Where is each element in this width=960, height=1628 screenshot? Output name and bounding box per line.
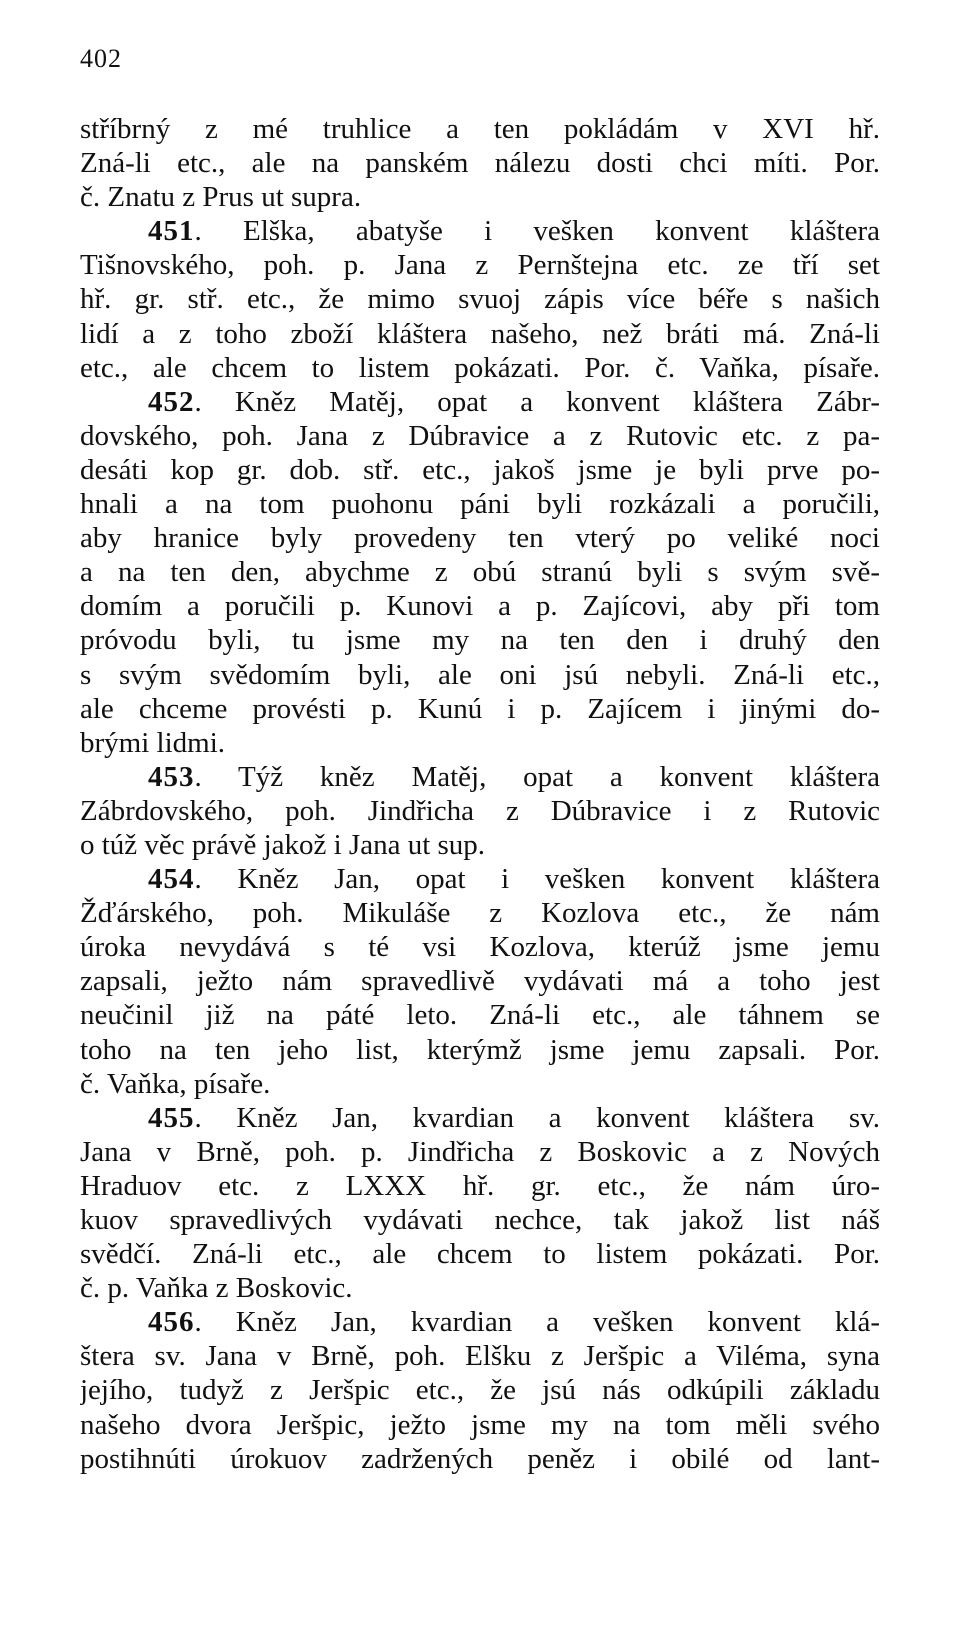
entry-number: 451 [148, 215, 195, 248]
text-line [80, 112, 880, 146]
text-line [80, 964, 880, 998]
text-line [80, 1135, 880, 1169]
line-text: Zábrdovského, poh. Jindřicha z Dúbravice i z Rutovic [80, 794, 880, 827]
text-line [80, 419, 880, 453]
entry-number: 456 [148, 1306, 195, 1339]
text-line [80, 794, 880, 828]
text-line [80, 1203, 880, 1237]
text-line [80, 555, 880, 589]
line-text: kuov spravedlivých vydávati nechce, tak jakož list náš [80, 1204, 880, 1236]
text-line [80, 1271, 880, 1305]
line-text: . Elška, abatyše i vešken konvent kláštera [194, 215, 880, 248]
body-text [80, 112, 880, 1476]
text-line [80, 1237, 880, 1271]
line-text: úroka nevydává s té vsi Kozlova, kterúž jsme jemu [80, 931, 880, 964]
line-text: brými lidmi. [80, 726, 225, 759]
line-text: domím a poručili p. Kunovi a p. Zajícovi, aby při tom [80, 590, 880, 623]
text-line [80, 282, 880, 316]
entry-start-line [80, 760, 880, 794]
line-text: . Kněz Matěj, opat a konvent kláštera Zábr- [194, 385, 880, 418]
line-text: č. Vaňka, písaře. [80, 1067, 271, 1100]
line-text: dovského, poh. Jana z Dúbravice a z Rutovic etc. z pa- [80, 419, 880, 452]
line-text: etc., ale chcem to listem pokázati. Por. č. Vaňka, písaře. [80, 351, 880, 384]
text-line [80, 453, 880, 487]
line-text: toho na ten jeho list, kterýmž jsme jemu zapsali. Por. [80, 1033, 880, 1066]
entry-number: 452 [148, 385, 195, 418]
entry-number: 455 [148, 1101, 195, 1134]
text-line [80, 317, 880, 351]
text-line [80, 896, 880, 930]
line-text: zapsali, ježto nám spravedlivě vydávati má a toho jest [80, 965, 880, 998]
text-line [80, 1067, 880, 1101]
line-text: postihnúti úrokuov zadržených peněz i obilé od lant- [80, 1442, 880, 1475]
line-text: neučinil již na páté leto. Zná-li etc., ale táhnem se [80, 999, 880, 1032]
text-line [80, 146, 880, 180]
line-text: stříbrný z mé truhlice a ten pokládám v XVI hř. [80, 113, 880, 145]
text-line [80, 998, 880, 1032]
line-text: hř. gr. stř. etc., že mimo svuoj zápis více béře s našich [80, 283, 880, 316]
line-text: Tišnovského, poh. p. Jana z Pernštejna etc. ze tří set [80, 249, 880, 282]
entry-start-line [80, 1101, 880, 1135]
entry-start-line [80, 385, 880, 419]
line-text: našeho dvora Jeršpic, ježto jsme my na tom měli svého [80, 1408, 880, 1441]
text-line [80, 1339, 880, 1373]
text-line [80, 1408, 880, 1442]
text-line [80, 1442, 880, 1476]
text-line [80, 692, 880, 726]
text-line [80, 351, 880, 385]
line-text: . Kněz Jan, kvardian a vešken konvent klá- [194, 1306, 880, 1339]
line-text: štera sv. Jana v Brně, poh. Elšku z Jeršpic a Viléma, syna [80, 1340, 880, 1373]
line-text: č. p. Vaňka z Boskovic. [80, 1272, 353, 1305]
text-line [80, 726, 880, 760]
entry-start-line [80, 862, 880, 896]
line-text: . Kněz Jan, kvardian a konvent kláštera sv. [194, 1101, 880, 1134]
text-line [80, 658, 880, 692]
text-line [80, 828, 880, 862]
line-text: . Týž kněz Matěj, opat a konvent kláštera [194, 760, 880, 793]
text-line [80, 487, 880, 521]
text-line [80, 589, 880, 623]
line-text: lidí a z toho zboží kláštera našeho, než bráti má. Zná-li [80, 317, 880, 350]
line-text: Jana v Brně, poh. p. Jindřicha z Boskovic a z Nových [80, 1135, 880, 1168]
line-text: o túž věc právě jakož i Jana ut sup. [80, 828, 486, 861]
line-text: jejího, tudyž z Jeršpic etc., že jsú nás odkúpili základu [80, 1374, 880, 1407]
entry-number: 454 [148, 863, 195, 896]
line-text: desáti kop gr. dob. stř. etc., jakoš jsme je byli prve po- [80, 453, 880, 486]
text-line [80, 1373, 880, 1407]
page-number: 402 [80, 44, 122, 73]
line-text: . Kněz Jan, opat i vešken konvent kláštera [194, 863, 880, 896]
line-text: aby hranice byly provedeny ten vterý po veliké noci [80, 522, 880, 555]
line-text: próvodu byli, tu jsme my na ten den i druhý den [80, 624, 880, 657]
line-text: č. Znatu z Prus ut supra. [80, 181, 362, 214]
line-text: svědčí. Zná-li etc., ale chcem to listem pokázati. Por. [80, 1238, 880, 1271]
entry-start-line [80, 214, 880, 248]
text-line [80, 1169, 880, 1203]
text-line [80, 1033, 880, 1067]
text-line [80, 930, 880, 964]
text-line [80, 248, 880, 282]
entry-start-line [80, 1305, 880, 1339]
text-line [80, 521, 880, 555]
line-text: ale chceme provésti p. Kunú i p. Zajícem i jinými do- [80, 692, 880, 725]
text-line [80, 180, 880, 214]
line-text: a na ten den, abychme z obú stranú byli s svým svě- [80, 556, 880, 589]
text-line [80, 623, 880, 657]
line-text: s svým svědomím byli, ale oni jsú nebyli. Zná-li etc., [80, 658, 880, 691]
line-text: hnali a na tom puohonu páni byli rozkázali a poručili, [80, 488, 880, 521]
line-text: Žďárského, poh. Mikuláše z Kozlova etc., že nám [80, 897, 880, 930]
entry-number: 453 [148, 760, 195, 793]
line-text: Hraduov etc. z LXXX hř. gr. etc., že nám úro- [80, 1169, 880, 1202]
line-text: Zná-li etc., ale na panském nálezu dosti chci míti. Por. [80, 147, 880, 180]
